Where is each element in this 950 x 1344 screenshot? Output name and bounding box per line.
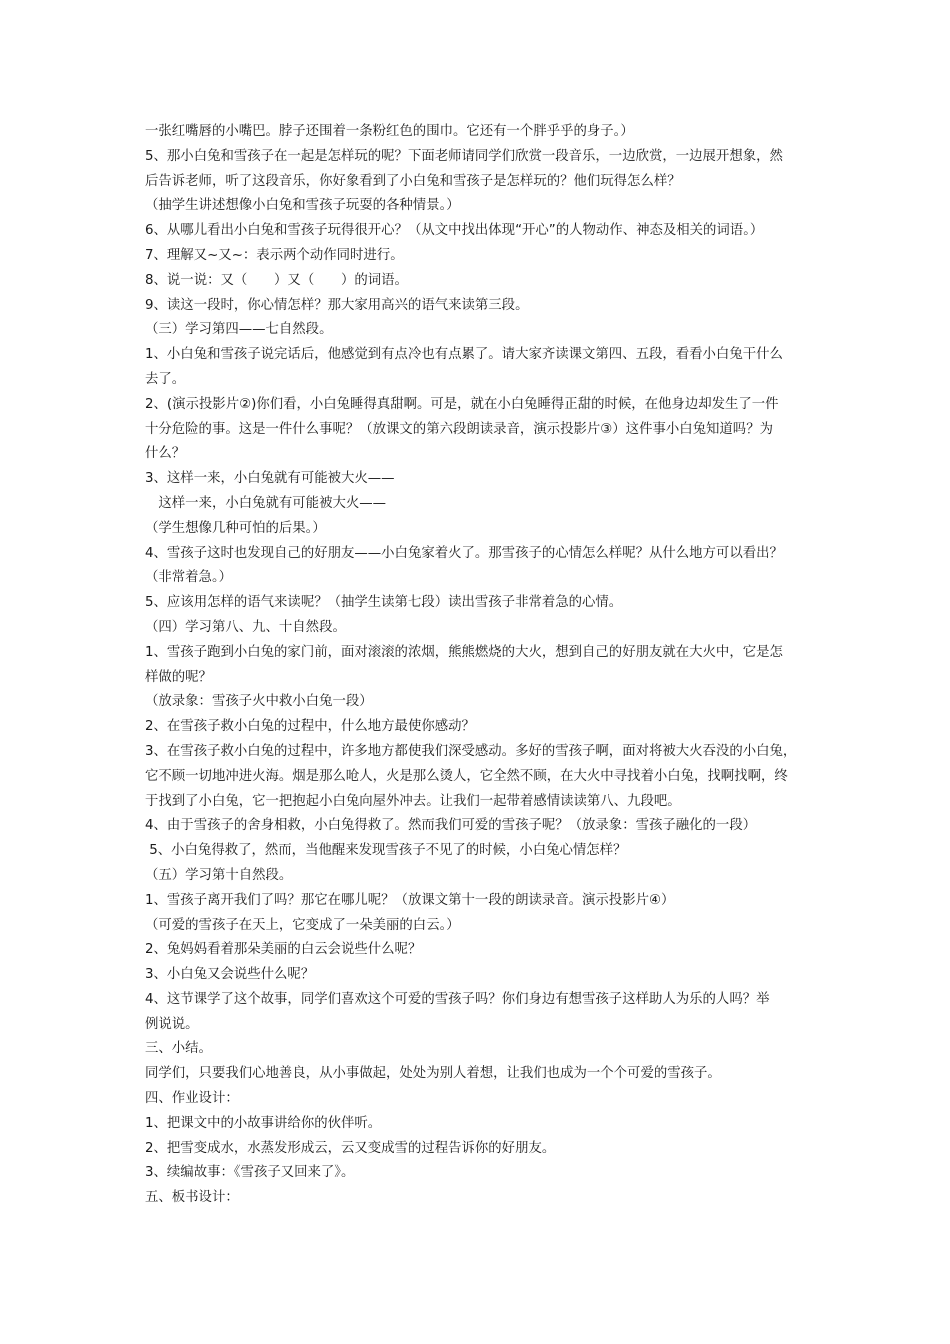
text-line: （可爱的雪孩子在天上，它变成了一朵美丽的白云。） <box>145 917 460 933</box>
text-line: 8、说一说：又（ ）又（ ）的词语。 <box>145 272 408 288</box>
text-line: 6、从哪儿看出小白兔和雪孩子玩得很开心？（从文中找出体现“开心”的人物动作、神态及相关的词语。） <box>145 223 764 239</box>
text-line: 五、板书设计： <box>145 1190 239 1206</box>
text-line: 5、小白兔得救了，然而，当他醒来发现雪孩子不见了的时候，小白兔心情怎样？ <box>145 843 627 859</box>
text-line: 一张红嘴唇的小嘴巴。脖子还围着一条粉红色的围巾。它还有一个胖乎乎的身子。） <box>145 124 634 139</box>
text-line: 4、雪孩子这时也发现自己的好朋友——小白兔家着火了。那雪孩子的心情怎么样呢？从什么地方可以看出？ <box>145 545 783 561</box>
text-line: （三）学习第四——七自然段。 <box>145 322 333 338</box>
text-line: 3、续编故事：《雪孩子又回来了》。 <box>145 1165 355 1181</box>
text-line: 去了。 <box>145 371 186 387</box>
text-line: 于找到了小白兔，它一把抱起小白兔向屋外冲去。让我们一起带着感情读读第八、九段吧。 <box>145 793 681 809</box>
text-line: 十分危险的事。这是一件什么事呢？（放课文的第六段朗读录音，演示投影片③）这件事小白兔知道吗？为 <box>145 421 773 437</box>
text-line: 4、这节课学了这个故事，同学们喜欢这个可爱的雪孩子吗？你们身边有想雪孩子这样助人为乐的人吗？举 <box>145 991 770 1007</box>
text-line: 1、小白兔和雪孩子说完话后，他感觉到有点冷也有点累了。请大家齐读课文第四、五段，看看小白兔干什么 <box>145 347 783 363</box>
text-line: 1、雪孩子离开我们了吗？那它在哪儿呢？（放课文第十一段的朗读录音。演示投影片④） <box>145 892 675 908</box>
text-line: 什么？ <box>145 446 186 462</box>
text-line: 这样一来，小白兔就有可能被大火—— <box>145 495 387 511</box>
text-line: 2、兔妈妈看着那朵美丽的白云会说些什么呢？ <box>145 942 422 958</box>
text-line: 它不顾一切地冲进火海。烟是那么呛人，火是那么烫人，它全然不顾，在大火中寻找着小白兔，找啊找啊，终 <box>145 768 788 784</box>
text-line: 1、把课文中的小故事讲给你的伙伴听。 <box>145 1115 382 1131</box>
text-line: 三、小结。 <box>145 1041 212 1057</box>
text-line: 2、在雪孩子救小白兔的过程中，什么地方最使你感动？ <box>145 719 475 735</box>
text-line: 同学们，只要我们心地善良，从小事做起，处处为别人着想，让我们也成为一个个可爱的雪孩子。 <box>145 1066 721 1082</box>
text-line: 9、读这一段时，你心情怎样？那大家用高兴的语气来读第三段。 <box>145 297 529 313</box>
text-line: 四、作业设计： <box>145 1091 239 1107</box>
text-line: 2、(演示投影片②)你们看，小白兔睡得真甜啊。可是，就在小白兔睡得正甜的时候，在他身边却发生了一件 <box>145 396 779 412</box>
text-line: （放录象：雪孩子火中救小白兔一段） <box>145 694 373 710</box>
text-line: （四）学习第八、九、十自然段。 <box>145 619 346 635</box>
text-line: 5、那小白兔和雪孩子在一起是怎样玩的呢？下面老师请同学们欣赏一段音乐，一边欣赏，一边展开想象，然 <box>145 148 783 164</box>
text-line: （学生想像几种可怕的后果。） <box>145 520 326 536</box>
document-body <box>145 120 825 1211</box>
text-line: 3、这样一来，小白兔就有可能被大火—— <box>145 471 395 487</box>
text-line: 后告诉老师，听了这段音乐，你好象看到了小白兔和雪孩子是怎样玩的？他们玩得怎么样？ <box>145 173 681 189</box>
text-line: （抽学生讲述想像小白兔和雪孩子玩耍的各种情景。） <box>145 198 460 214</box>
text-line: 样做的呢？ <box>145 669 212 685</box>
text-line: 2、把雪变成水，水蒸发形成云，云又变成雪的过程告诉你的好朋友。 <box>145 1140 556 1156</box>
text-line: 3、小白兔又会说些什么呢？ <box>145 967 315 983</box>
text-line: 7、理解又~又~：表示两个动作同时进行。 <box>145 247 404 263</box>
text-line: 1、雪孩子跑到小白兔的家门前，面对滚滚的浓烟，熊熊燃烧的大火，想到自己的好朋友就在大火中，它是怎 <box>145 644 783 660</box>
text-line: 3、在雪孩子救小白兔的过程中，许多地方都使我们深受感动。多好的雪孩子啊，面对将被大火吞没的小白兔， <box>145 743 797 759</box>
text-line: 4、由于雪孩子的舍身相救，小白兔得救了。然而我们可爱的雪孩子呢？（放录象：雪孩子融化的一段） <box>145 818 757 834</box>
text-line: （五）学习第十自然段。 <box>145 867 293 883</box>
text-line: 例说说。 <box>145 1016 199 1032</box>
text-line: 5、应该用怎样的语气来读呢？（抽学生读第七段）读出雪孩子非常着急的心情。 <box>145 595 623 611</box>
text-line: （非常着急。） <box>145 570 233 586</box>
